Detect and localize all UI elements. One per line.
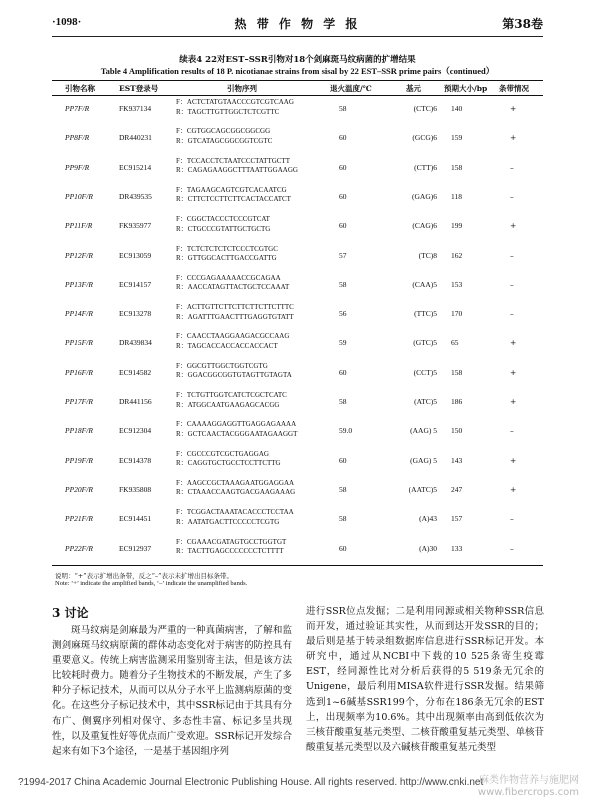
forward-primer: F：TAGAAGCAGTCGTCACAATCG [176,185,287,194]
accession-number: EC914451 [119,514,152,524]
reverse-primer: R：TACTTGAGCCCCCCCTCTTTT [176,547,284,555]
reverse-primer: R：GCTCAACTACGGGAATAGAAGGT [176,429,298,438]
amplification-result: – [510,191,514,201]
repeat-motif: (GCG)6 [412,133,437,143]
accession-number: EC914378 [119,455,152,465]
amplification-result: + [510,338,517,348]
forward-primer: F：TCTCTCTCTCTCCCTCGTGC [176,244,278,253]
table-row [52,419,543,443]
expected-size: 162 [451,250,463,260]
primer-sequence [176,245,278,264]
volume-label: 第38卷 [502,17,543,31]
reverse-primer: R：ATGGCAATGAAGAGCACGG [176,400,280,409]
forward-primer: F：CGGCTACCCTCCCGTCAT [176,215,270,224]
forward-primer: F：CGTGGCAGCGGCGGCGG [176,127,271,136]
repeat-motif: (ATC)5 [414,397,437,406]
amplification-result: – [510,426,514,436]
forward-primer: F：GGCGTTGGCTGGTCGTG [176,361,268,370]
col-header-acc: EST登录号 [119,84,159,93]
primer-sequence [176,215,270,234]
table-rule-mid [52,95,543,96]
expected-size: 140 [451,104,463,113]
copyright-text: ?1994-2017 China Academic Journal Electronic Publishing House. All rights reserved. http://www.cnki.net [18,777,484,788]
table-row [52,156,543,180]
primer-name: PP21F/R [65,514,93,524]
table-row [52,302,543,326]
primer-name: PP22F/R [65,543,93,553]
body-left-column: 斑马纹病是剑麻最为严重的一种真菌病害，了解和监测剑麻斑马纹病原菌的群体动态变化对于病害的防控具有重要意义。传统上病害监测采用鉴别寄主法，但是该方法比较耗时费力。随着分子生物技术的不断发展，产生了多种分子标记技术，从而可以从分子水平上监测病原菌的变化。在这些分子标记技术中，其中SSR标记由于其具有分布广、侧翼序列相对保守、多态性丰富、标记多呈共现性，以及重复性好等优点而广受欢迎。SSR标记开发综合起来有如下3个途径，一是基于基因组序列 [52,625,292,757]
primer-sequence [176,450,281,469]
amplification-result: – [510,514,514,524]
table-row [52,390,543,414]
amplification-result: + [510,397,517,406]
col-header-size: 预期大小/bp [444,84,488,93]
page-number: ·1098· [52,16,82,28]
accession-number: DR439834 [119,338,152,348]
primer-sequence [176,303,294,322]
reverse-primer: R：CTTCTCCTTCTTCACTACCATCT [176,195,291,204]
section-title: 3 讨论 [52,606,89,620]
amplification-result: – [510,250,514,260]
reverse-primer: R：CAGGTGCTGCCTCCTTCTTG [176,459,281,468]
primer-sequence [176,274,289,293]
forward-primer: F：CAAAAGGAGGTTGAGGAGAAAA [176,420,297,429]
site-watermark [478,775,579,799]
annealing-temp: 58 [339,484,347,494]
table-row [52,97,543,121]
reverse-primer: R：TAGCTTGTTGGCTCTCGTTC [176,107,280,116]
table-rule-top [52,80,543,81]
forward-primer: F：ACTCTATGTAACCCGTCGTCAAG [176,98,294,106]
annealing-temp: 56 [339,309,347,319]
reverse-primer: R：AATATGACTTCCCCCTCGTG [176,517,280,526]
reverse-primer: R：CTAAACCAAGTGACGAAGAAAG [176,488,296,497]
amplification-result: + [510,133,517,143]
repeat-motif: (CAA)5 [412,279,437,289]
repeat-motif: (GAG)6 [412,191,437,201]
accession-number: FK937134 [119,104,152,113]
primer-sequence [176,157,298,176]
forward-primer: F：TCTGTTGGTCATCTCGCTCATC [176,391,287,399]
repeat-motif: (CTC)6 [413,104,437,113]
journal-title: 热 带 作 物 学 报 [234,17,361,31]
amplification-result: + [510,455,517,465]
col-header-motif: 基元 [406,84,421,93]
primer-sequence [176,508,294,527]
accession-number: EC914157 [119,279,152,289]
annealing-temp: 58 [339,397,347,406]
table-row [52,244,543,268]
annealing-temp: 60 [339,191,347,201]
accession-number: DR439535 [119,191,152,201]
table-row [52,214,543,238]
table-note-cn: 说明：“+”表示扩增出条带，反之“–”表示未扩增出目标条带。 [55,572,233,580]
repeat-motif: (CTT)6 [414,162,437,172]
reverse-primer: R：GTTGGCACTTGACCGATTG [176,254,277,262]
reverse-primer: R：GGACGGCGGTGTAGTTGTAGTA [176,371,292,380]
accession-number: DR441156 [119,397,152,406]
table-row [52,478,543,502]
expected-size: 143 [451,455,463,465]
page-footer [0,773,595,798]
annealing-temp: 57 [339,250,347,260]
annealing-temp: 58 [339,514,347,524]
primer-name: PP20F/R [65,484,93,494]
primer-name: PP15F/R [65,338,93,348]
expected-size: 158 [451,367,463,377]
table-caption-en: Table 4 Amplification results of 18 P. nicotianae strains from sisal by 22 EST–SSR prime pairs（continued） [100,66,495,76]
annealing-temp: 60 [339,455,347,465]
col-header-seq: 引物序列 [227,84,257,93]
repeat-motif: (CCT)5 [413,367,437,377]
primer-sequence [176,332,289,351]
primer-name: PP10F/R [65,191,93,201]
accession-number: FK935808 [119,484,152,494]
table-rule-bottom [52,565,543,566]
amplification-result: + [510,221,517,231]
forward-primer: F：CAACCTAAGGAAGACGCCAAG [176,332,290,341]
header-rule [52,36,543,37]
reverse-primer: R：AACCATAGTTACTGCTCCAAAT [176,283,290,292]
primer-name: PP9F/R [65,162,90,172]
table-row [52,507,543,531]
table-row [52,273,543,297]
body-right-column: 进行SSR位点发掘；二是利用同源或相关物种SSR信息而开发，通过验证其实性，从而到达开发SSR的目的；最后则是基于转录组数据库信息进行SSR标记开发。本研究中，通过从NCBI中下载的10 525条寄生疫霉EST，经同源性比对分析后获得的5 519条无冗余的Unigene，最后利用MISA软件进行SSR发掘。结果筛选到1~6碱基SSR199个，分布在186条无冗余的EST上，出现频率为10.6%。其中出现频率由高到低依次为三核苷酸重复基元类型、二核苷酸重复基元类型、单核苷酸重复基元类型以及六碱核苷酸重复基元类型 [306,606,544,753]
amplification-result: – [510,309,514,319]
expected-size: 65 [451,338,459,348]
primer-name: PP18F/R [65,426,93,436]
primer-name: PP12F/R [65,250,93,260]
expected-size: 118 [451,191,462,201]
table-row [52,126,543,150]
primer-sequence [176,186,291,205]
expected-size: 159 [451,133,463,143]
annealing-temp: 58 [339,279,347,289]
reverse-primer: R：CTGCCCGTATTGCTGCTG [176,224,271,233]
annealing-temp: 60 [339,221,347,231]
primer-name: PP16F/R [65,367,93,377]
forward-primer: F：CCCGAGAAAAACCGCAGAA [176,273,281,282]
table-caption-cn: 续表4 22对EST–SSR引物对18个剑麻斑马纹病菌的扩增结果 [179,55,416,65]
col-header-tm: 退火温度/℃ [330,84,372,93]
primer-name: PP11F/R [65,221,93,231]
reverse-primer: R：CAGAGAAGGCTTTAATTGGAAGG [176,166,298,175]
table-row [52,331,543,355]
annealing-temp: 60 [339,133,347,143]
expected-size: 170 [451,309,463,319]
accession-number: EC912304 [119,426,152,436]
repeat-motif: (TC)8 [418,250,437,260]
repeat-motif: (TTC)5 [414,309,437,319]
forward-primer: F：TCCACCTCTAATCCCTATTGCTT [176,156,290,165]
repeat-motif: (GAG) 5 [410,455,437,465]
repeat-motif: (A)43 [419,514,437,524]
annealing-temp: 58 [339,104,347,113]
accession-number: EC913059 [119,250,152,260]
running-header [0,14,595,34]
amplification-result: – [510,162,514,172]
col-header-amp: 条带情况 [499,84,529,93]
expected-size: 158 [451,162,463,172]
forward-primer: F：CGAAACGATAGTGCCTGGTGT [176,537,287,546]
annealing-temp: 60 [339,162,347,172]
repeat-motif: (A)30 [419,543,437,553]
reverse-primer: R：TAGCACCACCACCACCACT [176,341,278,350]
expected-size: 150 [451,426,463,436]
primer-name: PP8F/R [65,133,90,143]
amplification-result: + [510,367,517,377]
table-row [52,537,543,561]
repeat-motif: (CAG)6 [412,221,437,231]
primer-sequence [176,362,292,381]
primer-name: PP13F/R [65,279,93,289]
repeat-motif: (GTC)5 [413,338,437,348]
repeat-motif: (AAG) 5 [410,426,437,436]
amplification-result: + [510,484,517,494]
watermark-line-2: www.fibercrops.com [477,787,579,798]
primer-name: PP14F/R [65,309,93,319]
forward-primer: F：AAGCCGCTAAAGAATGGAGGAA [176,478,295,487]
primer-name: PP17F/R [65,397,93,406]
reverse-primer: R：AGATTTGAACTTTGAGGTGTATT [176,312,294,321]
annealing-temp: 59.0 [339,426,353,436]
expected-size: 157 [451,514,463,524]
repeat-motif: (AATC)5 [408,484,437,494]
table-row [52,185,543,209]
table-row [52,361,543,385]
accession-number: FK935977 [119,221,152,231]
annealing-temp: 60 [339,367,347,377]
forward-primer: F：TCGGACTAAATACACCCTCCTAA [176,508,294,517]
expected-size: 247 [451,484,463,494]
primer-name: PP7F/R [65,104,90,113]
primer-sequence [176,479,295,498]
forward-primer: F：CGCCCGTCGCTGAGGAG [176,449,269,458]
amplification-result: – [510,279,514,289]
annealing-temp: 60 [339,543,347,553]
primer-sequence [176,98,294,117]
accession-number: EC913278 [119,309,152,319]
col-header-name: 引物名称 [65,84,95,93]
reverse-primer: R：GTCATAGCGGCGGTCGTC [176,136,273,145]
watermark-line-1: 麻类作物营养与施肥网 [479,775,579,786]
expected-size: 186 [451,397,463,406]
table-note-en: Note: ‘+’ indicate the amplified bands, ‘–’ indicate the unamplified bands. [55,580,248,587]
primer-sequence [176,391,287,410]
accession-number: EC912937 [119,543,152,553]
expected-size: 133 [451,543,463,553]
expected-size: 153 [451,279,463,289]
amplification-result: – [510,543,514,553]
primer-sequence [176,538,286,557]
accession-number: EC914582 [119,367,152,377]
amplification-result: + [510,104,517,113]
expected-size: 199 [451,221,463,231]
accession-number: DR440231 [119,133,152,143]
accession-number: EC915214 [119,162,152,172]
primer-sequence [176,420,297,439]
annealing-temp: 59 [339,338,347,348]
forward-primer: F：ACTTGTTCTTCTTCTTCTTCTTTC [176,303,294,312]
primer-name: PP19F/R [65,455,93,465]
table-row [52,449,543,473]
primer-sequence [176,127,272,146]
